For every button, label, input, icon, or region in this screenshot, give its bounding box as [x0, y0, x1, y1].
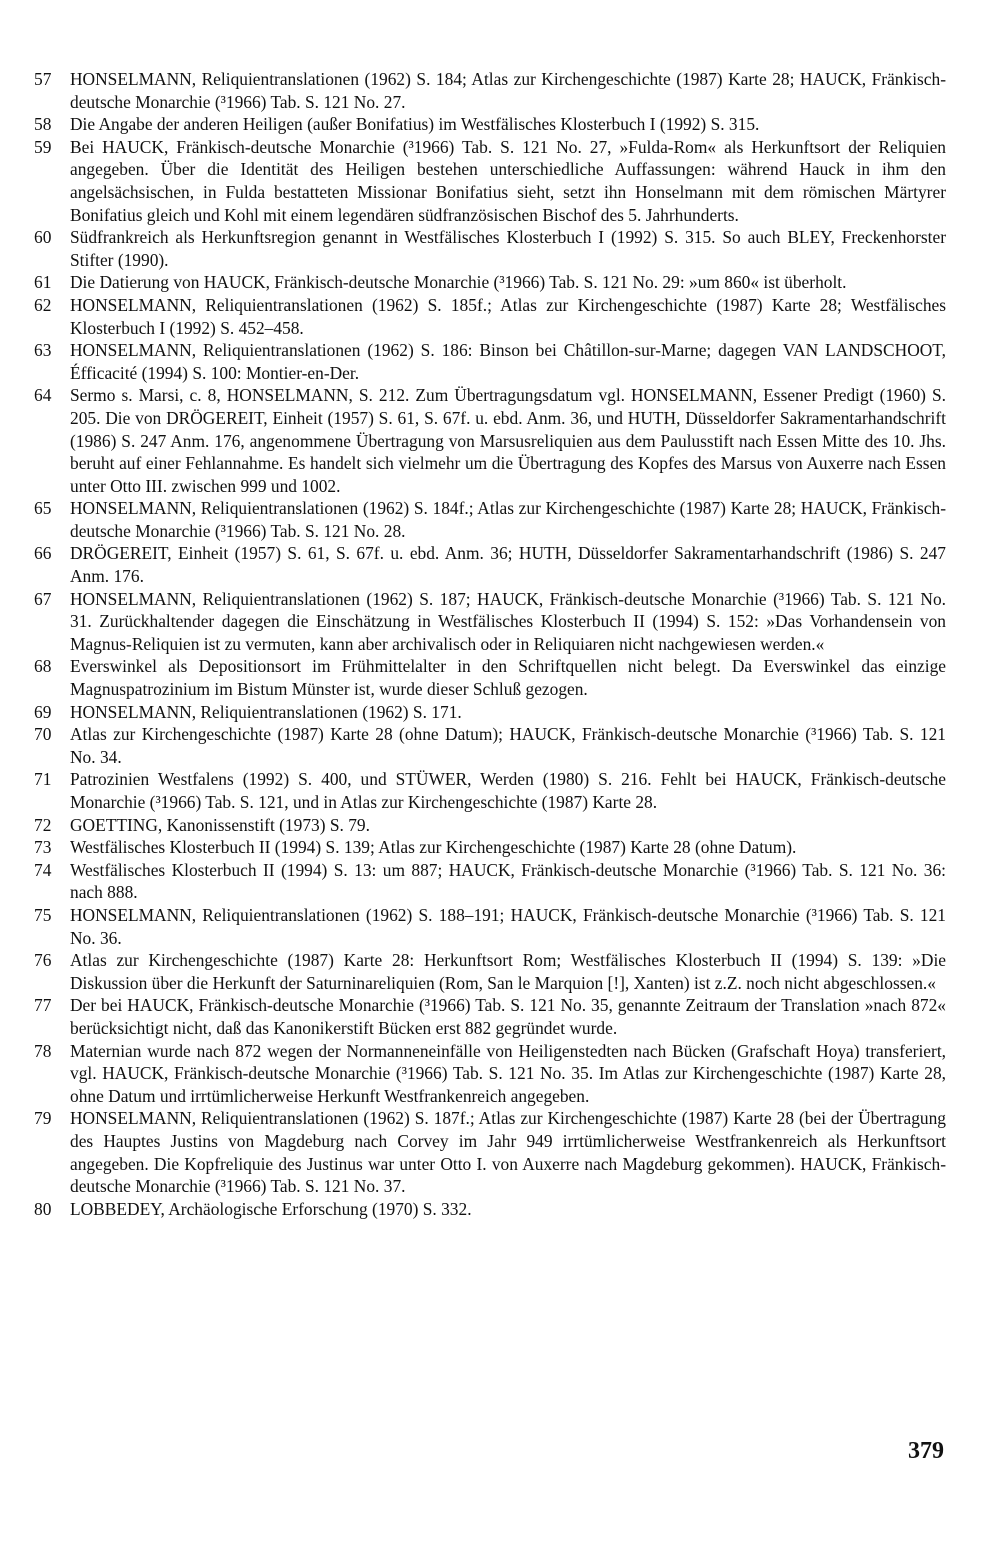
footnote — [34, 723, 946, 768]
footnote-text: Südfrankreich als Herkunftsregion genannt in Westfälisches Klosterbuch I (1992) S. 315. So auch BLEY, Freckenhorster Stifter (1990). — [70, 227, 946, 270]
footnote-text: HONSELMANN, Reliquientranslationen (1962) S. 184f.; Atlas zur Kirchengeschichte (1987) Karte 28; HAUCK, Fränkisch-deutsche Monarchie (³1966) Tab. S. 121 No. 28. — [70, 498, 946, 541]
footnote — [34, 588, 946, 656]
footnote-number: 57 — [34, 69, 52, 89]
footnote-text: HONSELMANN, Reliquientranslationen (1962) S. 188–191; HAUCK, Fränkisch-deutsche Monarchie (³1966) Tab. S. 121 No. 36. — [70, 904, 946, 948]
footnote-number: 70 — [34, 724, 52, 745]
footnote-number: 67 — [34, 588, 52, 609]
footnote — [34, 136, 946, 226]
footnote-number: 71 — [34, 769, 52, 790]
footnote-text: Bei HAUCK, Fränkisch-deutsche Monarchie (³1966) Tab. S. 121 No. 27, »Fulda-Rom« als Herkunftsort der Reliquien angegeben. Über die Identität des Heiligen bestehen unterschiedliche Auffassungen: während Hauck in ihm den angelsächsischen, in Fulda bestatteten Missionar Bonifatius sieht, setzt ihn Honselmann mit dem römischen Märtyrer Bonifatius gleich und Kohl mit einem legendären südfranzösischen Bischof des 5. Jahrhunderts. — [70, 136, 946, 225]
footnote — [34, 904, 946, 949]
footnote — [34, 1107, 946, 1197]
footnote-text: HONSELMANN, Reliquientranslationen (1962) S. 186: Binson bei Châtillon-sur-Marne; dagegen VAN LANDSCHOOT, Éfficacité (1994) S. 100: Montier-en-Der. — [70, 340, 946, 383]
footnote-text: Westfälisches Klosterbuch II (1994) S. 139; Atlas zur Kirchengeschichte (1987) Karte 28 (ohne Datum). — [70, 837, 797, 858]
footnote-text: Everswinkel als Depositionsort im Frühmittelalter in den Schriftquellen nicht belegt. Da Everswinkel das einzige Magnuspatrozinium im Bistum Münster ist, wurde dieser Schluß gezogen. — [70, 656, 946, 700]
footnote-number: 68 — [34, 656, 52, 677]
page-number: 379 — [908, 1438, 944, 1464]
footnote-number: 79 — [34, 1108, 52, 1129]
footnote-number: 75 — [34, 904, 52, 925]
footnote-text: GOETTING, Kanonissenstift (1973) S. 79. — [70, 814, 370, 835]
footnote-number: 74 — [34, 859, 52, 880]
footnote — [34, 384, 946, 497]
footnote-text: HONSELMANN, Reliquientranslationen (1962) S. 187f.; Atlas zur Kirchengeschichte (1987) Karte 28 (bei der Übertragung des Hauptes Justins von Magdeburg nach Corvey im Jahr 949 irrtümlicherweise Westfrankenreich als Herkunftsort angegeben. Die Kopfreliquie des Justinus war unter Otto I. von Auxerre nach Magdeburg gekommen). HAUCK, Fränkisch-deutsche Monarchie (³1966) Tab. S. 121 No. 37. — [70, 1108, 946, 1197]
footnote — [34, 497, 946, 542]
footnote-number: 77 — [34, 995, 52, 1016]
footnote-number: 69 — [34, 701, 52, 722]
footnote-number: 65 — [34, 498, 52, 519]
footnote — [34, 542, 946, 587]
footnote — [34, 701, 946, 724]
footnote-number: 76 — [34, 950, 52, 971]
footnote-text: Maternian wurde nach 872 wegen der Normanneneinfälle von Heiligenstedten nach Bücken (Grafschaft Hoya) transferiert, vgl. HAUCK, Fränkisch-deutsche Monarchie (³1966) Tab. S. 121 No. 35. Im Atlas zur Kirchengeschichte (1987) Karte 28, ohne Datum und irrtümlicherweise Herkunft Westfrankenreich angegeben. — [70, 1040, 946, 1106]
footnote — [34, 271, 946, 294]
footnote-number: 62 — [34, 294, 52, 315]
footnote-text: Atlas zur Kirchengeschichte (1987) Karte 28: Herkunftsort Rom; Westfälisches Klosterbuch II (1994) S. 139: »Die Diskussion über die Herkunft der Saturninareliquien (Rom, San le Marquion [!], Xanten) ist z.Z. noch nicht abgeschlossen.« — [70, 950, 946, 993]
footnote — [34, 1198, 946, 1221]
footnote — [34, 1040, 946, 1108]
footnote — [34, 768, 946, 813]
footnote — [34, 294, 946, 339]
footnote-number: 61 — [34, 272, 52, 293]
footnote-text: LOBBEDEY, Archäologische Erforschung (1970) S. 332. — [70, 1198, 472, 1219]
footnote-text: HONSELMANN, Reliquientranslationen (1962) S. 184; Atlas zur Kirchengeschichte (1987) Karte 28; HAUCK, Fränkisch-deutsche Monarchie (³1966) Tab. S. 121 No. 27. — [70, 69, 946, 112]
footnote — [34, 836, 946, 859]
footnote — [34, 949, 946, 994]
footnote-text: Die Datierung von HAUCK, Fränkisch-deutsche Monarchie (³1966) Tab. S. 121 No. 29: »um 860« ist überholt. — [70, 272, 847, 293]
footnote-number: 80 — [34, 1198, 52, 1219]
footnote-text: Die Angabe der anderen Heiligen (außer Bonifatius) im Westfälisches Klosterbuch I (1992) S. 315. — [70, 114, 760, 135]
footnote — [34, 859, 946, 904]
footnote-number: 73 — [34, 837, 52, 858]
footnote-text: Atlas zur Kirchengeschichte (1987) Karte 28 (ohne Datum); HAUCK, Fränkisch-deutsche Monarchie (³1966) Tab. S. 121 No. 34. — [70, 724, 946, 767]
footnote-text: Der bei HAUCK, Fränkisch-deutsche Monarchie (³1966) Tab. S. 121 No. 35, genannte Zeitraum der Translation »nach 872« berücksichtigt nicht, daß das Kanonikerstift Bücken erst 882 gegründet wurde. — [70, 995, 946, 1038]
footnote — [34, 994, 946, 1039]
footnote-number: 66 — [34, 543, 52, 564]
footnote-text: DRÖGEREIT, Einheit (1957) S. 61, S. 67f. u. ebd. Anm. 36; HUTH, Düsseldorfer Sakramentarhandschrift (1986) S. 247 Anm. 176. — [70, 543, 946, 587]
footnote — [34, 226, 946, 271]
footnote — [34, 655, 946, 700]
footnote-list — [34, 68, 946, 1220]
footnote-text: Westfälisches Klosterbuch II (1994) S. 13: um 887; HAUCK, Fränkisch-deutsche Monarchie (³1966) Tab. S. 121 No. 36: nach 888. — [70, 859, 946, 903]
footnote-number: 60 — [34, 227, 52, 248]
footnote-number: 59 — [34, 136, 52, 157]
footnote-text: HONSELMANN, Reliquientranslationen (1962) S. 187; HAUCK, Fränkisch-deutsche Monarchie (³1966) Tab. S. 121 No. 31. Zurückhaltender dagegen die Einschätzung in Westfälisches Klosterbuch II (1994) S. 152: »Das Vorhandensein von Magnus-Reliquien ist zu vermuten, kann aber archivalisch oder in Reliquiaren nicht nachgewiesen werden.« — [70, 588, 946, 654]
footnote-number: 72 — [34, 814, 52, 835]
footnote-text: HONSELMANN, Reliquientranslationen (1962) S. 185f.; Atlas zur Kirchengeschichte (1987) Karte 28; Westfälisches Klosterbuch I (1992) S. 452–458. — [70, 294, 946, 338]
footnote-text: HONSELMANN, Reliquientranslationen (1962) S. 171. — [70, 701, 462, 722]
footnote-number: 58 — [34, 114, 52, 135]
footnote — [34, 113, 946, 136]
footnote-number: 64 — [34, 385, 52, 406]
footnote-text: Sermo s. Marsi, c. 8, HONSELMANN, S. 212. Zum Übertragungsdatum vgl. HONSELMANN, Essener Predigt (1960) S. 205. Die von DRÖGEREIT, Einheit (1957) S. 61, S. 67f. u. ebd. Anm. 36, und HUTH, Düsseldorfer Sakramentarhandschrift (1986) S. 247 Anm. 176, angenommene Übertragung von Marsusreliquien aus dem Paulusstift nach Essen Mitte des 10. Jhs. beruht auf einer Fehlannahme. Es handelt sich vielmehr um die Übertragung des Kopfes des Marsus von Auxerre nach Essen unter Otto III. zwischen 999 und 1002. — [70, 385, 946, 496]
footnote-number: 78 — [34, 1040, 52, 1061]
footnote-text: Patrozinien Westfalens (1992) S. 400, und STÜWER, Werden (1980) S. 216. Fehlt bei HAUCK, Fränkisch-deutsche Monarchie (³1966) Tab. S. 121, und in Atlas zur Kirchengeschichte (1987) Karte 28. — [70, 769, 946, 812]
footnote — [34, 814, 946, 837]
footnote — [34, 339, 946, 384]
footnote-number: 63 — [34, 340, 52, 361]
footnote — [34, 68, 946, 113]
